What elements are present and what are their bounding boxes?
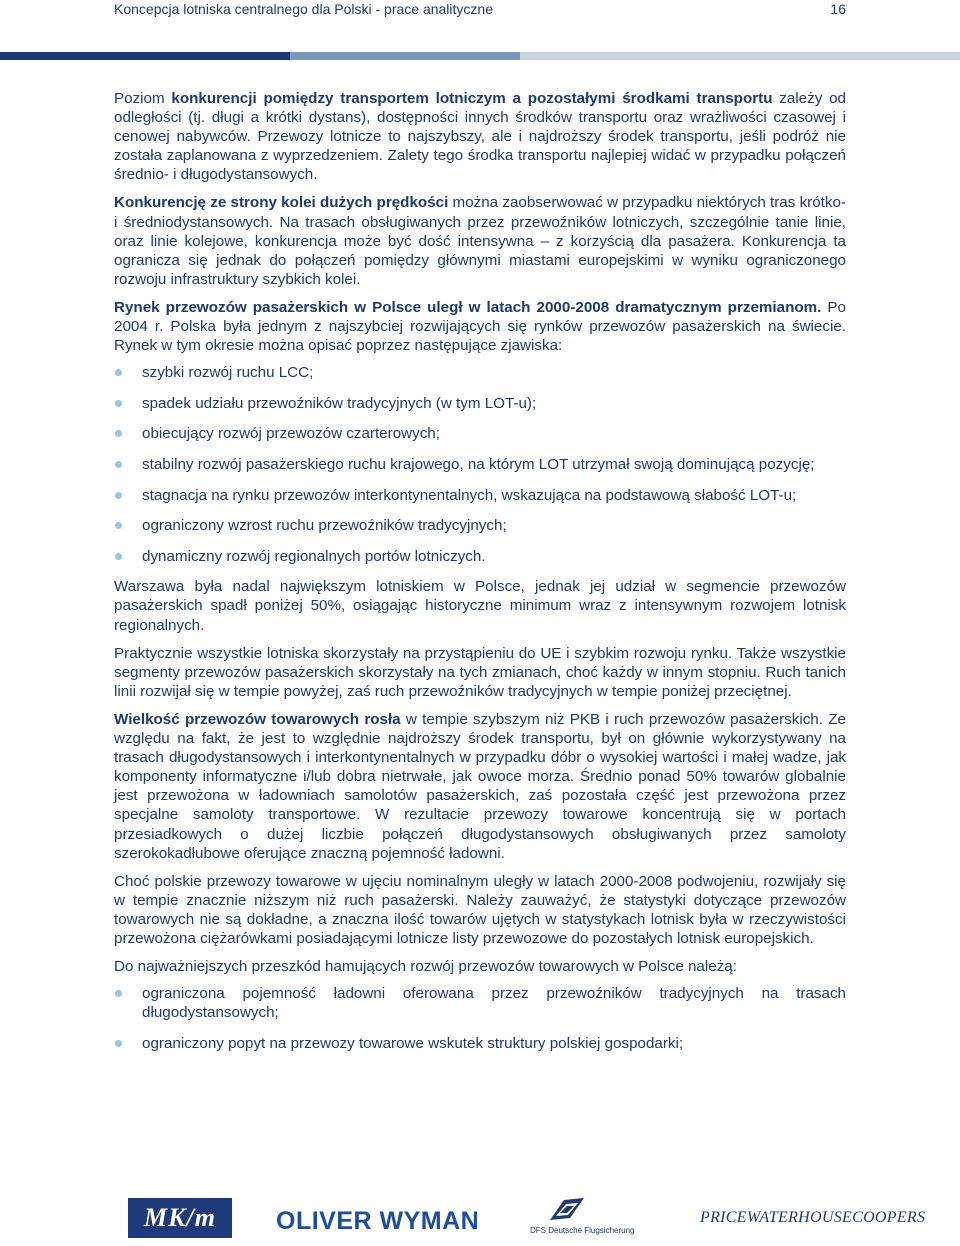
list-item: obiecujący rozwój przewozów czarterowych; — [114, 424, 846, 443]
bullet-icon — [115, 430, 122, 437]
paragraph-cargo: Wielkość przewozów towarowych rosła w tempie szybszym niż PKB i ruch przewozów pasażerskich. Ze względu na fakt, że jest to względnie najdroższy środek transportu, był on głównie wykorzystywany na trasach długodystansowych i interkontynentalnych w przypadku dóbr o wysokiej wartości i małej wadze, jak komponenty informatyczne i/lub dobra nietrwałe, jak owoce morza. Średnio ponad 50% towarów globalnie jest przewożona w ładowniach samolotów pasażerskich, zaś pozostała część jest przewożona przez specjalne samoloty transportowe. W rezultacie przewozy towarowe koncentrują się w portach przesiadkowych o dużej liczbie połączeń długodystansowych obsługiwanych przez samoloty szerokokadłubowe oferujące znaczną pojemność ładowni. — [114, 710, 846, 862]
header-bar-segment-mid — [290, 52, 520, 60]
bullet-icon — [115, 492, 122, 499]
bullet-icon — [115, 522, 122, 529]
dfs-logo — [530, 1196, 635, 1240]
bold-phrase: Konkurencję ze strony kolei dużych prędkości — [114, 194, 449, 212]
paragraph-market: Rynek przewozów pasażerskich w Polsce uległ w latach 2000-2008 dramatycznym przemianom. Po 2004 r. Polska była jednym z najszybciej rozwijających się rynków przewozów pasażerskich na świecie. Rynek w tym okresie można opisać poprzez następujące zjawiska: — [114, 298, 846, 355]
paragraph-competition: Poziom konkurencji pomiędzy transportem lotniczym a pozostałymi środkami transportu zależy od odległości (tj. długi a krótki dystans), dostępności innych środków transportu oraz wrażliwości czasowej i cenowej nabywców. Przewozy lotnicze to najszybszy, ale i najdroższy środek transportu, jeśli podróż nie została zaplanowana z wyprzedzeniem. Zalety tego środka transportu najlepiej widać w przypadku połączeń średnio- i długodystansowych. — [114, 90, 846, 184]
list-item: ograniczony wzrost ruchu przewoźników tradycyjnych; — [114, 516, 846, 535]
list-item: stagnacja na rynku przewozów interkontynentalnych, wskazująca na podstawową słabość LOT-u; — [114, 486, 846, 505]
list-item: szybki rozwój ruchu LCC; — [114, 363, 846, 382]
bold-phrase: Wielkość przewozów towarowych rosła — [114, 710, 401, 728]
paragraph-eu-accession: Praktycznie wszystkie lotniska skorzystały na przystąpieniu do UE i szybkim rozwoju rynku. Także wszystkie segmenty przewozów pasażerskich skorzystały na tych zmianach, choć każdy w innym stopniu. Ruch tanich linii rozwijał się w tempie powyżej, zaś ruch przewoźników tradycyjnych w tempie poniżej przeciętnej. — [114, 644, 846, 700]
bullet-icon — [115, 1040, 122, 1047]
paragraph-rail: Konkurencję ze strony kolei dużych prędkości można zaobserwować w przypadku niektórych tras krótko- i średniodystansowych. Na trasach obsługiwanych przez przewoźników lotniczych, szczególnie tanie linie, oraz linie kolejowe, konkurencja może być dość intensywna – z korzyścią dla pasażera. Konkurencja ta ogranicza się jednak do połączeń pomiędzy głównymi miastami europejskimi w wyniku ograniczonego rozwoju infrastruktury szybkich kolei. — [114, 194, 846, 288]
list-item: stabilny rozwój pasażerskiego ruchu krajowego, na którym LOT utrzymał swoją dominującą pozycję; — [114, 455, 846, 474]
list-item: ograniczony popyt na przewozy towarowe wskutek struktury polskiej gospodarki; — [114, 1034, 846, 1053]
bullet-icon — [115, 990, 122, 997]
obstacles-list — [114, 984, 846, 1053]
paragraph-warsaw: Warszawa była nadal największym lotniskiem w Polsce, jednak jej udział w segmencie przewozów pasażerskich spadł poniżej 50%, osiągając historyczne minimum wraz z intensywnym rozwojem lotnisk regionalnych. — [114, 578, 846, 634]
list-item: ograniczona pojemność ładowni oferowana przez przewoźników tradycyjnych na trasach długodystansowych; — [114, 984, 846, 1022]
bold-phrase: konkurencji pomiędzy transportem lotniczym a pozostałymi środkami transportu — [171, 90, 773, 107]
paragraph-obstacles: Do najważniejszych przeszkód hamujących rozwój przewozów towarowych w Polsce należą: — [114, 958, 737, 976]
bold-phrase: Rynek przewozów pasażerskich w Polsce uległ w latach 2000-2008 dramatycznym przemianom. — [114, 298, 822, 316]
header-bar-segment-dark — [0, 52, 290, 60]
bullet-icon — [115, 369, 122, 376]
list-item: spadek udziału przewoźników tradycyjnych (w tym LOT-u); — [114, 394, 846, 413]
oliver-wyman-logo: OLIVER WYMAN — [276, 1207, 480, 1235]
mkm-logo: MK/m — [128, 1198, 232, 1238]
pwc-logo: PRICEWATERHOUSECOOPERS — [700, 1209, 926, 1226]
header-bar-segment-light — [520, 52, 960, 60]
page-header — [0, 0, 960, 32]
list-item: dynamiczny rozwój regionalnych portów lotniczych. — [114, 547, 846, 566]
document-title: Koncepcja lotniska centralnego dla Polski - prace analityczne — [114, 1, 493, 17]
bullet-icon — [115, 400, 122, 407]
dfs-logo-text: DFS Deutsche Flugsicherung — [530, 1226, 635, 1235]
main-content — [114, 89, 846, 1064]
bullet-icon — [115, 461, 122, 468]
bullet-icon — [115, 553, 122, 560]
page-footer — [0, 1190, 960, 1246]
page-number: 16 — [830, 1, 846, 17]
paragraph-cargo-poland: Choć polskie przewozy towarowe w ujęciu nominalnym uległy w latach 2000-2008 podwojeniu, rozwijały się w tempie znacznie niższym niż ruch pasażerski. Należy zauważyć, że statystyki dotyczące przewozów towarowych nie są dokładne, a znaczna ilość towarów ujętych w statystykach lotnisk była w rzeczywistości przewożona ciężarówkami posiadającymi lotnicze listy przewozowe do pozostałych lotnisk europejskich. — [114, 872, 846, 947]
market-phenomena-list — [114, 363, 846, 566]
dfs-wing-icon — [546, 1196, 586, 1222]
header-divider-bar — [0, 52, 960, 60]
